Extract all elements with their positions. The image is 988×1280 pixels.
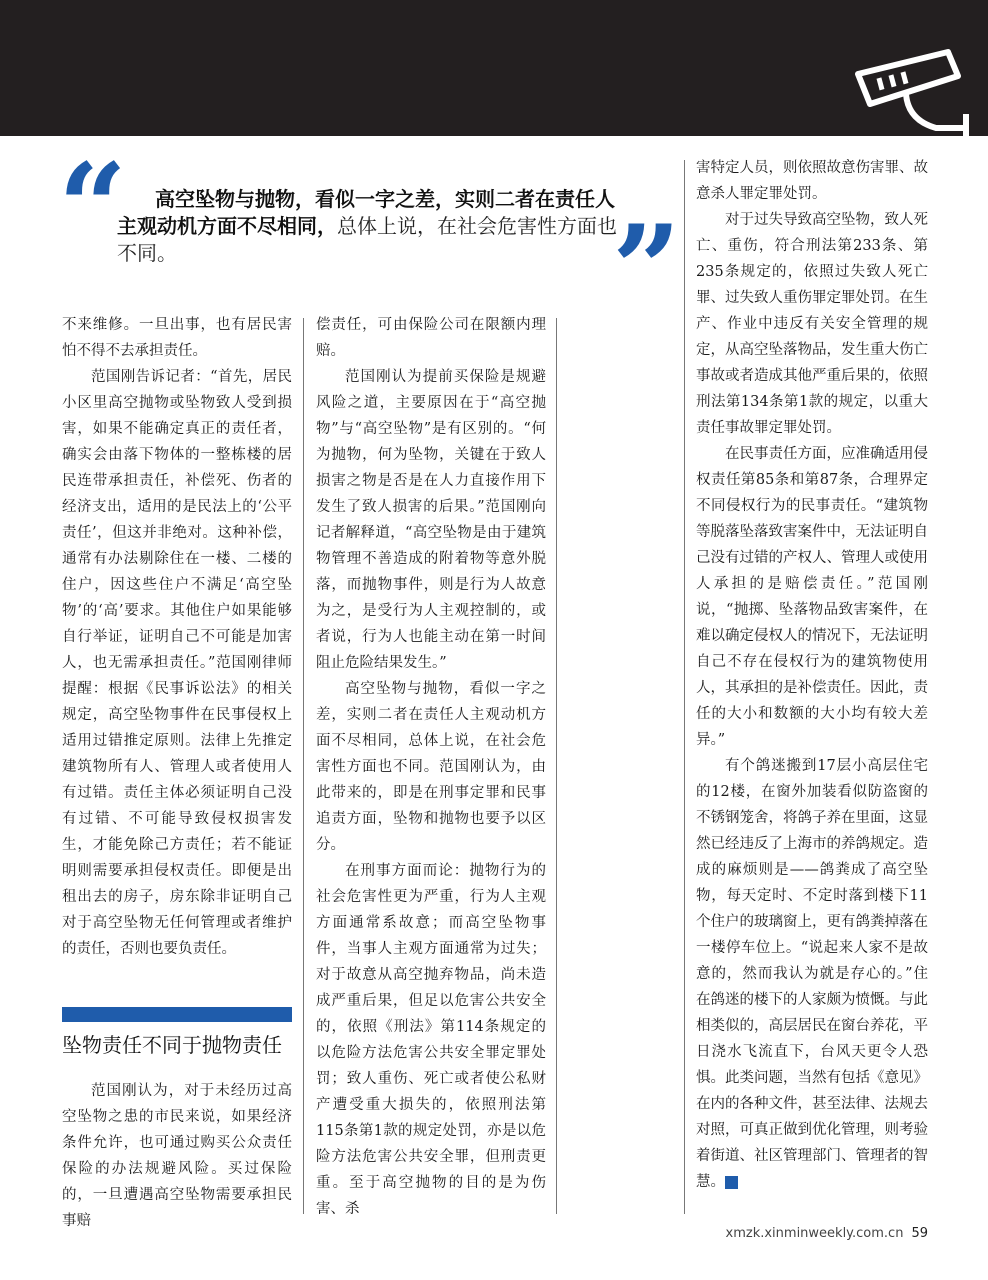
pull-quote-rest: 总体上说，在社会危害性方面也不同。 xyxy=(117,214,617,265)
column-2 xyxy=(316,312,546,1222)
section-accent-bar xyxy=(62,1007,292,1022)
column-divider xyxy=(684,160,685,1214)
header-bar xyxy=(0,0,988,136)
column-divider xyxy=(303,318,304,1214)
paragraph xyxy=(696,753,928,1195)
open-quote-mark: “ xyxy=(58,137,128,278)
page-footer xyxy=(726,1226,928,1241)
page-number: 59 xyxy=(911,1226,928,1241)
surveillance-camera-icon xyxy=(848,48,978,148)
footer-url: xmzk.xinminweekly.com.cn xyxy=(725,1226,904,1241)
close-quote-mark: ” xyxy=(612,199,682,340)
paragraph: 不来维修。一旦出事，也有居民害怕不得不去承担责任。 xyxy=(62,317,292,359)
paragraph: 偿责任，可由保险公司在限额内理赔。 xyxy=(316,317,546,359)
paragraph: 范国刚告诉记者：“首先，居民小区里高空抛物或坠物致人受到损害，如果不能确定真正的责任者，确实会由落下物体的一整栋楼的居民连带承担责任，补偿死、伤者的经济支出，适用的是民法上的‘公平责任’，但这并非绝对。这种补偿，通常有办法剔除住在一楼、二楼的住户，因这些住户不满足‘高空坠物’的‘高’要求。其他住户如果能够自行举证，证明自己不可能是加害人，也无需承担责任。”范国刚律师提醒：根据《民事诉讼法》的相关规定，高空坠物事件在民事侵权上适用过错推定原则。法律上先推定建筑物所有人、管理人或者使用人有过错。责任主体必须证明自己没有过错、不可能导致侵权损害发生，才能免除己方责任；若不能证明则需要承担侵权责任。即便是出租出去的房子，房东除非证明自己对于高空坠物无任何管理或者维护的责任，否则也要负责任。 xyxy=(62,369,292,957)
paragraph: 高空坠物与抛物，看似一字之差，实则二者在责任人主观动机方面不尽相同，总体上说，在社会危害性方面也不同。范国刚认为，由此带来的，即是在刑事定罪和民事追责方面，坠物和抛物也要予以区分。 xyxy=(316,681,546,853)
paragraph: 在刑事方面而论：抛物行为的社会危害性更为严重，行为人主观方面通常系故意；而高空坠物事件，当事人主观方面通常为过失；对于故意从高空抛弃物品，尚未造成严重后果，但足以危害公共安全的，依照《刑法》第114条规定的以危险方法危害公共安全罪定罪处罚；致人重伤、死亡或者使公私财产遭受重大损失的，依照刑法第115条第1款的规定处罚，亦是以危险方法危害公共安全罪，但刑责更重。至于高空抛物的目的是为伤害、杀 xyxy=(316,863,546,1217)
column-1-continued xyxy=(62,1078,292,1234)
paragraph: 范国刚认为，对于未经历过高空坠物之患的市民来说，如果经济条件允许，也可通过购买公众责任保险的办法规避风险。买过保险的，一旦遭遇高空坠物需要承担民事赔 xyxy=(62,1083,292,1229)
paragraph: 害特定人员，则依照故意伤害罪、故意杀人罪定罪处罚。 xyxy=(696,160,928,202)
paragraph: 范国刚认为提前买保险是规避风险之道，主要原因在于“高空抛物”与“高空坠物”是有区别的。“何为抛物，何为坠物，关键在于致人损害之物是否是在人力直接作用下发生了致人损害的后果。”范国刚向记者解释道，“高空坠物是由于建筑物管理不善造成的附着物等意外脱落，而抛物事件，则是行为人故意为之，是受行为人主观控制的，或者说，行为人也能主动在第一时间阻止危险结果发生。” xyxy=(316,369,546,671)
column-1 xyxy=(62,312,292,962)
section-heading: 坠物责任不同于抛物责任 xyxy=(62,1033,282,1057)
end-mark-icon: 民 xyxy=(725,1176,738,1189)
paragraph-text: 有个鸽迷搬到17层小高层住宅的12楼，在窗外加装看似防盗窗的不锈钢笼舍，将鸽子养在里面，这显然已经违反了上海市的养鸽规定。造成的麻烦则是——鸽粪成了高空坠物，每天定时、不定时落到楼下11个住户的玻璃窗上，更有鸽粪掉落在一楼停车位上。“说起来人家不是故意的，然而我认为就是存心的。”住在鸽迷的楼下的人家颇为愤慨。与此相类似的，高层居民在窗台养花，平日浇水飞流直下，台风天更令人恐惧。此类问题，当然有包括《意见》在内的各种文件，甚至法律、法规去对照，可真正做到优化管理，则考验着街道、社区管理部门、管理者的智慧。 xyxy=(696,758,928,1190)
column-3 xyxy=(696,155,928,1195)
pull-quote xyxy=(117,186,627,267)
paragraph: 在民事责任方面，应准确适用侵权责任第85条和第87条，合理界定不同侵权行为的民事责任。“建筑物等脱落坠落致害案件中，无法证明自己没有过错的产权人、管理人或使用人承担的是赔偿责任。”范国刚说，“抛掷、坠落物品致害案件，在难以确定侵权人的情况下，无法证明自己不存在侵权行为的建筑物使用人，其承担的是补偿责任。因此，责任的大小和数额的大小均有较大差异。” xyxy=(696,446,928,748)
column-divider xyxy=(556,318,557,1214)
paragraph: 对于过失导致高空坠物，致人死亡、重伤，符合刑法第233条、第235条规定的，依照过失致人死亡罪、过失致人重伤罪定罪处罚。在生产、作业中违反有关安全管理的规定，从高空坠落物品，发生重大伤亡事故或者造成其他严重后果的，依照刑法第134条第1款的规定，以重大责任事故罪定罪处罚。 xyxy=(696,212,928,436)
pull-quote-bold: 高空坠物与抛物，看似一字之差，实则二者在责任人主观动机方面不尽相同， xyxy=(117,187,615,238)
